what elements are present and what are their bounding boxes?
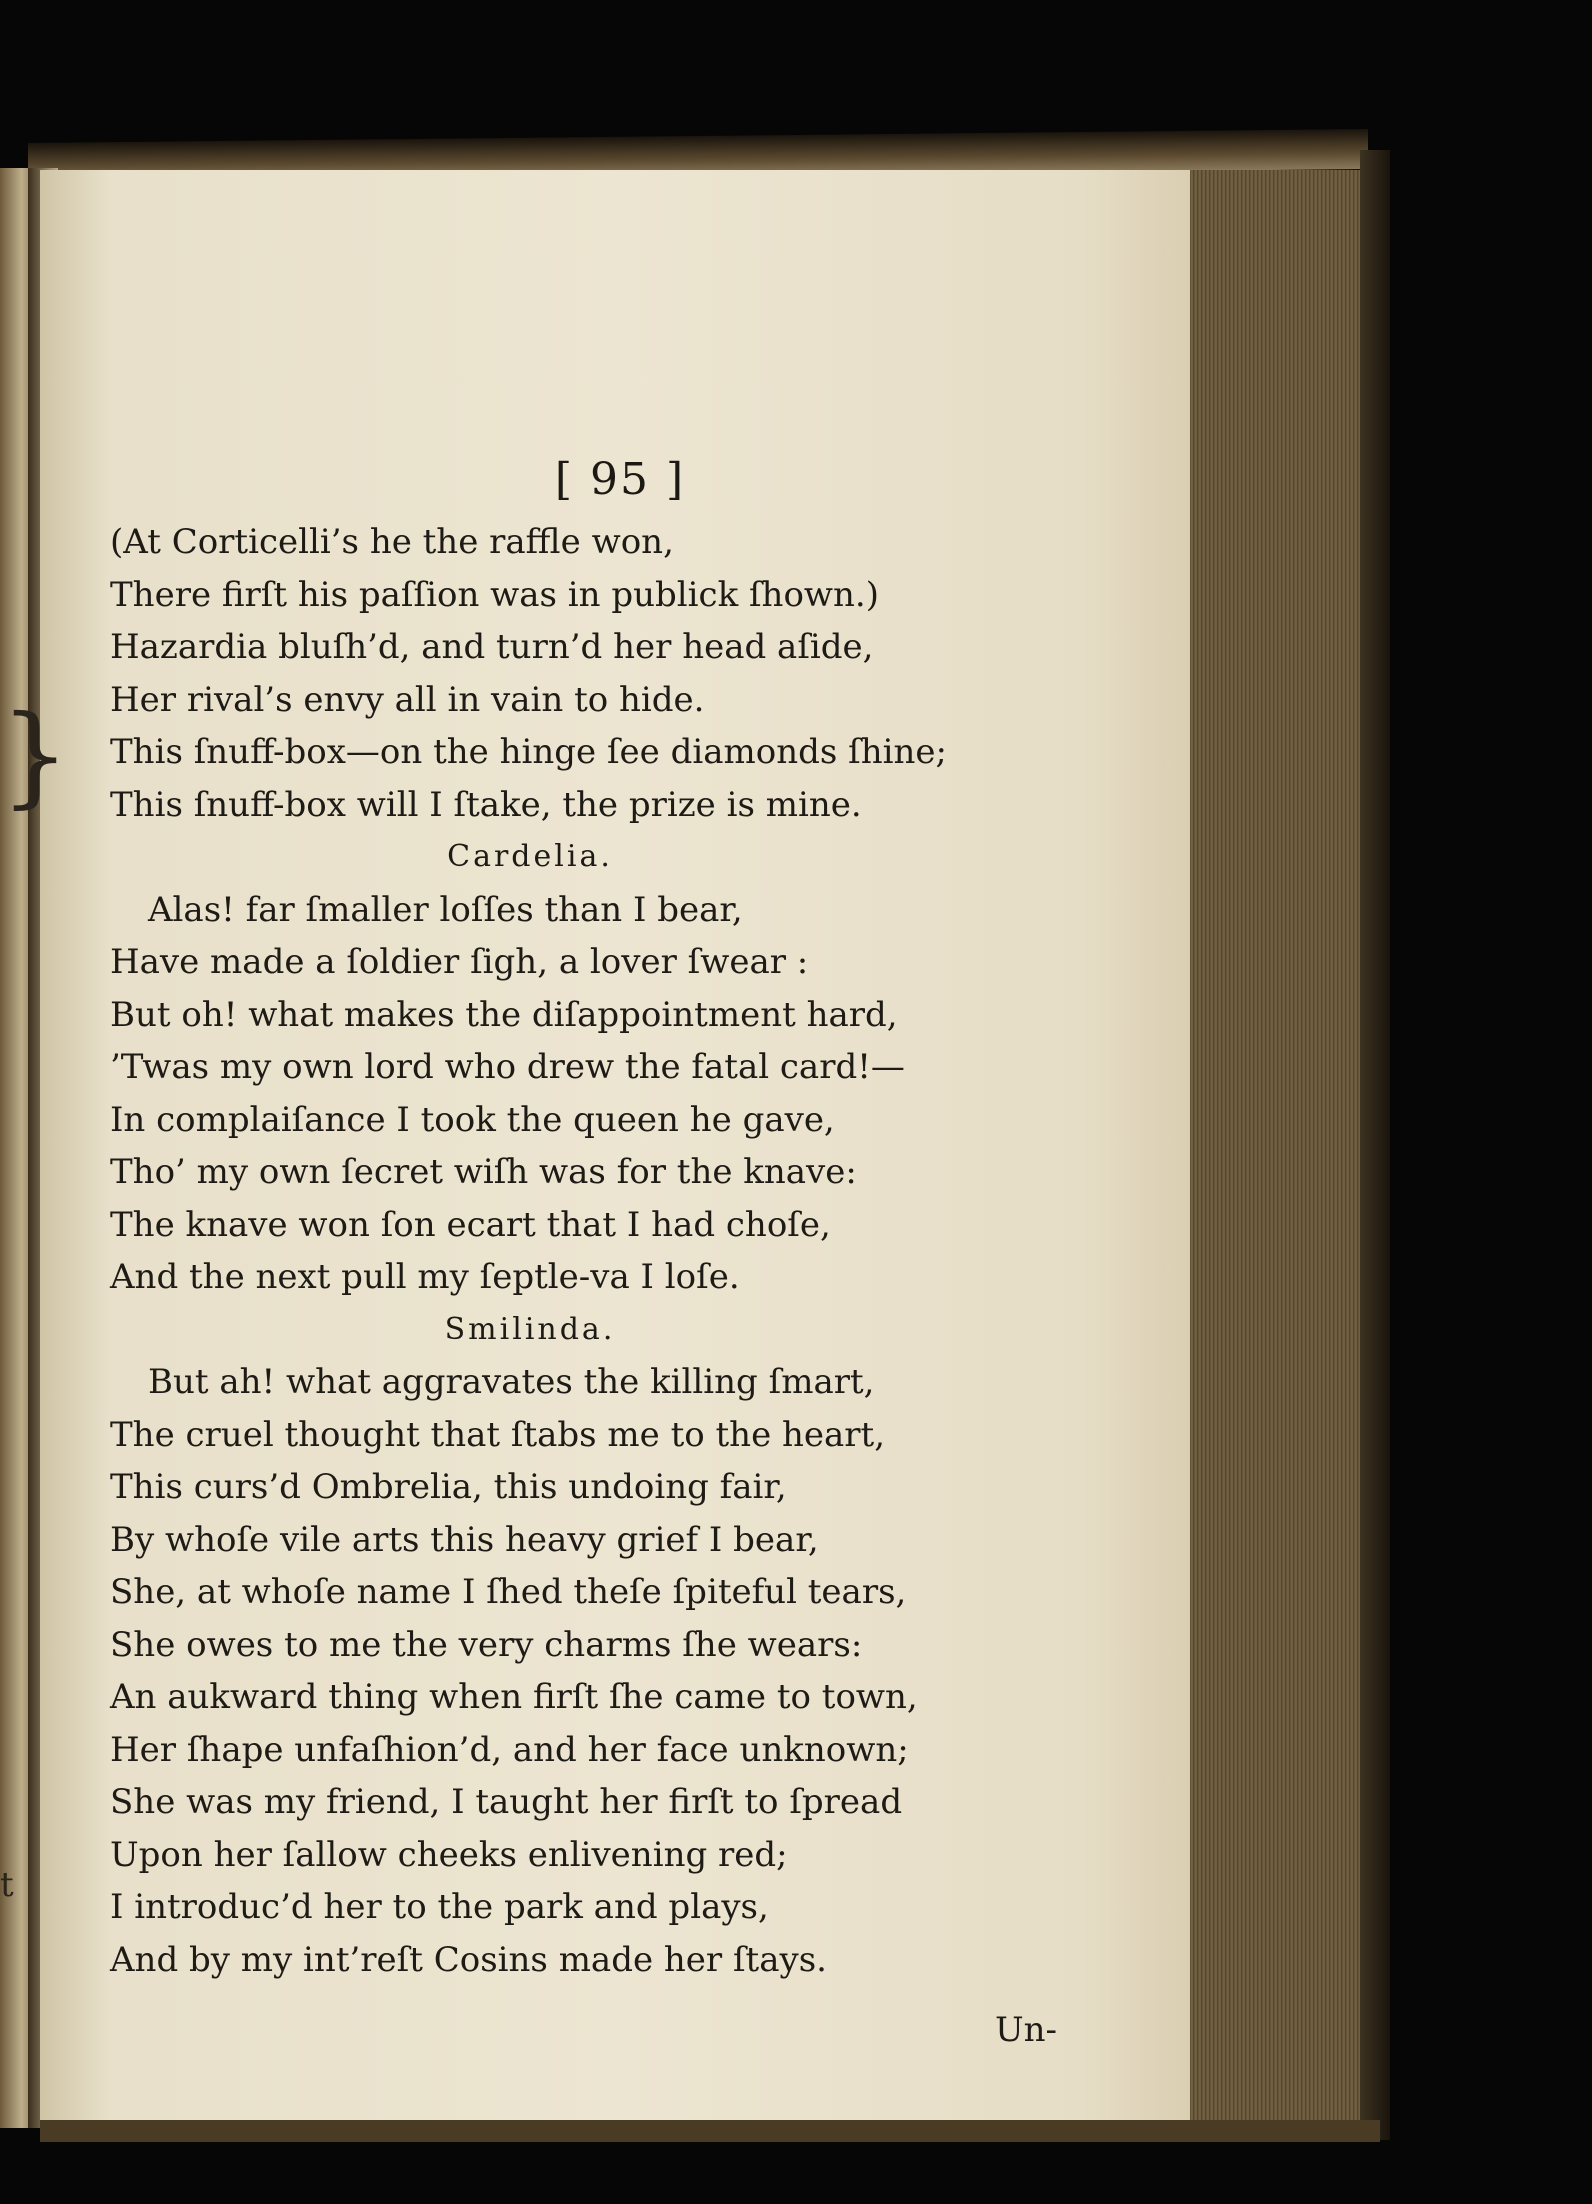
verse-line: By whoſe vile arts this heavy grief I bear,: [110, 1519, 819, 1560]
poem-text: [110, 516, 1110, 1986]
verse-line: There firſt his paſſion was in publick ſhown.): [110, 574, 880, 615]
verse-line: But ah! what aggravates the killing ſmart,: [148, 1362, 875, 1402]
verse-line: Her rival’s envy all in vain to hide.: [110, 679, 705, 720]
verse-line: Alas! far ſmaller loſſes than I bear,: [148, 889, 743, 930]
verse-line: And by my int’reſt Cosins made her ſtays.: [110, 1939, 827, 1980]
verse-line: An aukward thing when firſt ſhe came to town,: [110, 1677, 918, 1717]
speaker-name: Cardelia.: [447, 839, 613, 874]
book-page: [40, 170, 1200, 2135]
verse-line: In complaiſance I took the queen he gave,: [110, 1099, 835, 1140]
verse-line: The knave won ſon ecart that I had choſe,: [110, 1204, 831, 1245]
book-cover-edge: [1360, 150, 1390, 2140]
verse-line: This curs’d Ombrelia, this undoing fair,: [110, 1467, 787, 1507]
facing-page-letter: t: [0, 1865, 14, 1905]
verse-line: Her ſhape unfaſhion’d, and her face unknown;: [110, 1729, 909, 1770]
verse-line: She owes to me the very charms ſhe wears:: [110, 1624, 863, 1665]
page-number: [ 95 ]: [554, 454, 686, 505]
verse-line: (At Corticelli’s he the raffle won,: [110, 522, 674, 562]
verse-line: She, at whoſe name I ſhed theſe ſpiteful tears,: [110, 1572, 907, 1612]
verse-line: The cruel thought that ſtabs me to the heart,: [110, 1414, 886, 1455]
verse-line: And the next pull my ſeptle-va I loſe.: [110, 1257, 740, 1297]
verse-line: Have made a ſoldier ſigh, a lover ſwear :: [110, 942, 809, 982]
verse-line: But oh! what makes the diſappointment hard,: [110, 994, 898, 1035]
verse-line: I introduc’d her to the park and plays,: [110, 1887, 769, 1927]
verse-line: This ſnuff-box—on the hinge ſee diamonds ſhine;: [110, 732, 947, 772]
verse-line: Upon her ſallow cheeks enlivening red;: [110, 1834, 788, 1875]
speaker-name: Smilinda.: [444, 1311, 616, 1347]
verse-line: ’Twas my own lord who drew the fatal card!—: [110, 1047, 905, 1087]
facing-page-bracket: }: [0, 691, 70, 819]
verse-line: This ſnuff-box will I ſtake, the prize is mine.: [110, 784, 862, 825]
catchword: Un-: [995, 2010, 1058, 2050]
verse-line: Tho’ my own ſecret wiſh was for the knave:: [110, 1152, 857, 1192]
book-bottom-edge: [40, 2120, 1380, 2142]
verse-line: Hazardia bluſh’d, and turn’d her head aſide,: [110, 627, 874, 667]
verse-line: She was my friend, I taught her firſt to ſpread: [110, 1782, 903, 1822]
page-block-edge: [1190, 170, 1370, 2135]
